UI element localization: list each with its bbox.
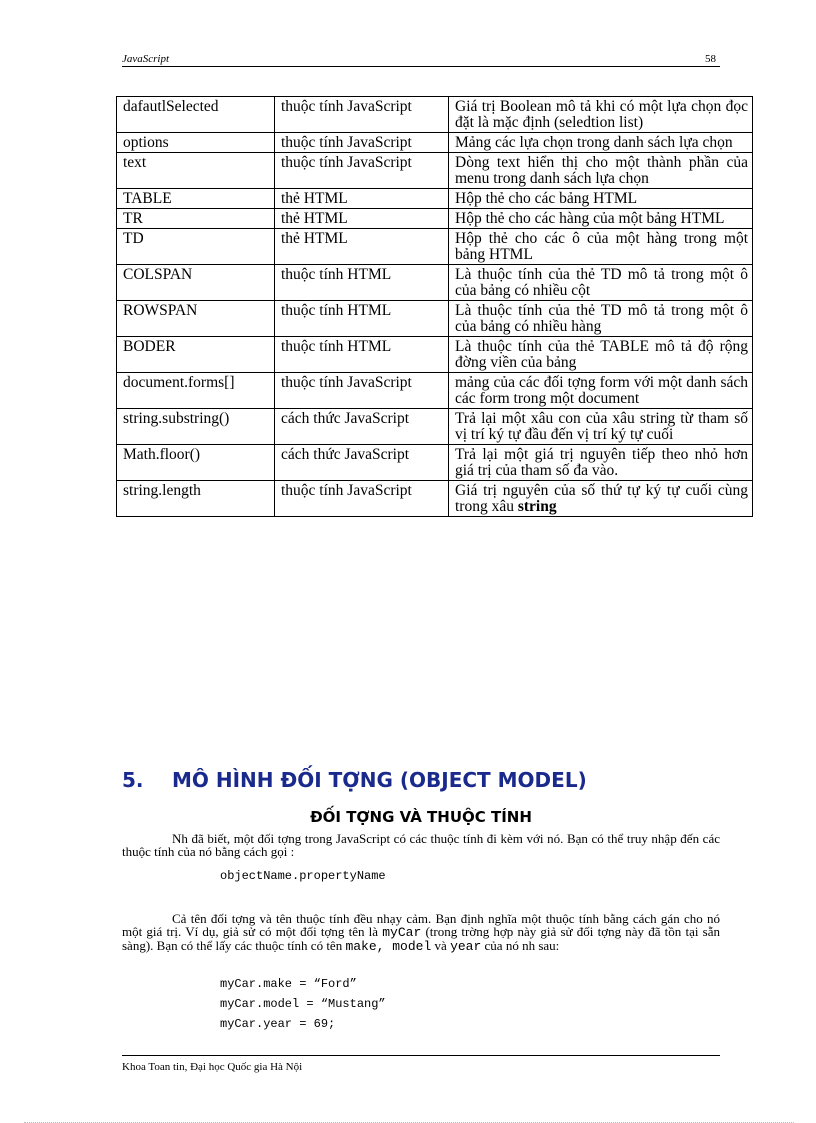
cell-name: options [117, 133, 275, 153]
cell-name: string.substring() [117, 409, 275, 445]
cell-name: Math.floor() [117, 445, 275, 481]
cell-type: thuộc tính JavaScript [275, 373, 449, 409]
code-property-access: objectName.propertyName [220, 869, 386, 883]
cell-description-text: Hộp thẻ cho các bảng HTML [455, 190, 638, 207]
code-line-make: myCar.make = “Ford” [220, 977, 357, 991]
cell-description [449, 409, 753, 445]
table-row [117, 265, 753, 301]
table-row [117, 97, 753, 133]
cell-name: dafautlSelected [117, 97, 275, 133]
cell-description-text: Giá trị Boolean mô tả khi có một lựa chọn đọc đặt là mặc định (seledtion list) [455, 98, 748, 131]
table-row [117, 153, 753, 189]
cell-type: thuộc tính JavaScript [275, 133, 449, 153]
cell-type: thẻ HTML [275, 189, 449, 209]
table-row [117, 301, 753, 337]
cell-description [449, 481, 753, 517]
para2-part1: Cả tên đối tợng và tên thuộc tính đều nhạy cảm. Bạn định nghĩa một thuộc tính bằng cách gán cho nó một giá trị. Ví dụ, giả sử có một đối tợng tên là [122, 911, 720, 939]
table-row [117, 373, 753, 409]
cell-description-text: Dòng text hiển thị cho một thành phần của menu trong danh sách lựa chọn [455, 154, 748, 187]
cell-description-text: Mảng các lựa chọn trong danh sách lựa chọn [455, 134, 733, 151]
cell-type: thẻ HTML [275, 229, 449, 265]
cell-description-text: Trả lại một xâu con của xâu string từ tham số vị trí ký tự đầu đến vị trí ký tự cuối [455, 410, 748, 443]
para2-part2: (trong trờng hợp này giả sử đối tợng này đã tồn tại sẵn sàng). Bạn có thể lấy các thuộc tính có tên [122, 924, 721, 953]
cell-description-text: Trả lại một giá trị nguyên tiếp theo nhỏ hơn giá trị của tham số đa vào. [455, 446, 748, 479]
code-line-model: myCar.model = “Mustang” [220, 997, 386, 1011]
cell-name: text [117, 153, 275, 189]
cell-description [449, 209, 753, 229]
paragraph-define-property [122, 912, 720, 953]
cell-type: cách thức JavaScript [275, 445, 449, 481]
section-number: 5. [122, 768, 144, 792]
cell-name: BODER [117, 337, 275, 373]
cell-name: string.length [117, 481, 275, 517]
cell-name: TD [117, 229, 275, 265]
section-title-text: MÔ HÌNH ĐỐI TỢNG (OBJECT MODEL) [172, 768, 587, 792]
table-row [117, 409, 753, 445]
cell-description [449, 133, 753, 153]
table-row [117, 133, 753, 153]
page-footer: Khoa Toan tin, Đại học Quốc gia Hà Nội [122, 1061, 303, 1073]
cell-description [449, 97, 753, 133]
cell-name: document.forms[] [117, 373, 275, 409]
cell-type: thuộc tính HTML [275, 337, 449, 373]
table-row [117, 229, 753, 265]
para2-code-mycar: myCar [382, 925, 422, 940]
cell-type: thẻ HTML [275, 209, 449, 229]
para2-code-make-model: make, model [345, 939, 432, 954]
para2-code-year: year [450, 939, 482, 954]
cell-description-text: Là thuộc tính của thẻ TABLE mô tả độ rộng đờng viền của bảng [455, 338, 748, 371]
cell-description-text: mảng của các đối tợng form với một danh sách các form trong một document [455, 374, 748, 407]
cell-type: thuộc tính HTML [275, 265, 449, 301]
para2-part4: của nó nh sau: [481, 938, 560, 953]
cell-description-bold: string [517, 498, 557, 515]
cell-name: ROWSPAN [117, 301, 275, 337]
table-row [117, 189, 753, 209]
cell-type: thuộc tính JavaScript [275, 97, 449, 133]
reference-table [116, 96, 753, 517]
cell-type: thuộc tính JavaScript [275, 481, 449, 517]
cell-description-text: Giá trị nguyên của số thứ tự ký tự cuối cùng trong xâu [455, 482, 748, 515]
code-example-block [220, 974, 386, 1034]
cell-description [449, 229, 753, 265]
cell-description [449, 153, 753, 189]
page-number: 58 [705, 53, 716, 65]
header-title: JavaScript [122, 53, 170, 65]
code-line-year: myCar.year = 69; [220, 1017, 336, 1031]
page-header [122, 52, 720, 67]
cell-type: thuộc tính HTML [275, 301, 449, 337]
cell-description [449, 301, 753, 337]
cell-type: cách thức JavaScript [275, 409, 449, 445]
cell-name: COLSPAN [117, 265, 275, 301]
cell-description [449, 337, 753, 373]
cell-name: TR [117, 209, 275, 229]
cell-description-text: Là thuộc tính của thẻ TD mô tả trong một ô của bảng có nhiều hàng [455, 302, 748, 335]
cell-description-text: Hộp thẻ cho các ô của một hàng trong một bảng HTML [455, 230, 748, 263]
paragraph-intro-text: Nh đã biết, một đối tợng trong JavaScript có các thuộc tính đi kèm với nó. Bạn có thể truy nhập đến các thuộc tính của nó bằng cách gọi : [122, 831, 720, 859]
cell-description-text: Là thuộc tính của thẻ TD mô tả trong một ô của bảng có nhiều cột [455, 266, 748, 299]
paragraph-intro [122, 832, 720, 858]
table-row [117, 481, 753, 517]
cell-name: TABLE [117, 189, 275, 209]
cell-description [449, 189, 753, 209]
section-heading [122, 768, 722, 792]
footer-divider [122, 1055, 720, 1056]
cell-type: thuộc tính JavaScript [275, 153, 449, 189]
table-row [117, 445, 753, 481]
table-row [117, 337, 753, 373]
table-row [117, 209, 753, 229]
para2-part3: và [431, 938, 451, 953]
cell-description [449, 445, 753, 481]
cell-description [449, 373, 753, 409]
subsection-heading: ĐỐI TỢNG VÀ THUỘC TÍNH [310, 808, 532, 826]
cell-description [449, 265, 753, 301]
cell-description-text: Hộp thẻ cho các hàng của một bảng HTML [455, 210, 725, 227]
